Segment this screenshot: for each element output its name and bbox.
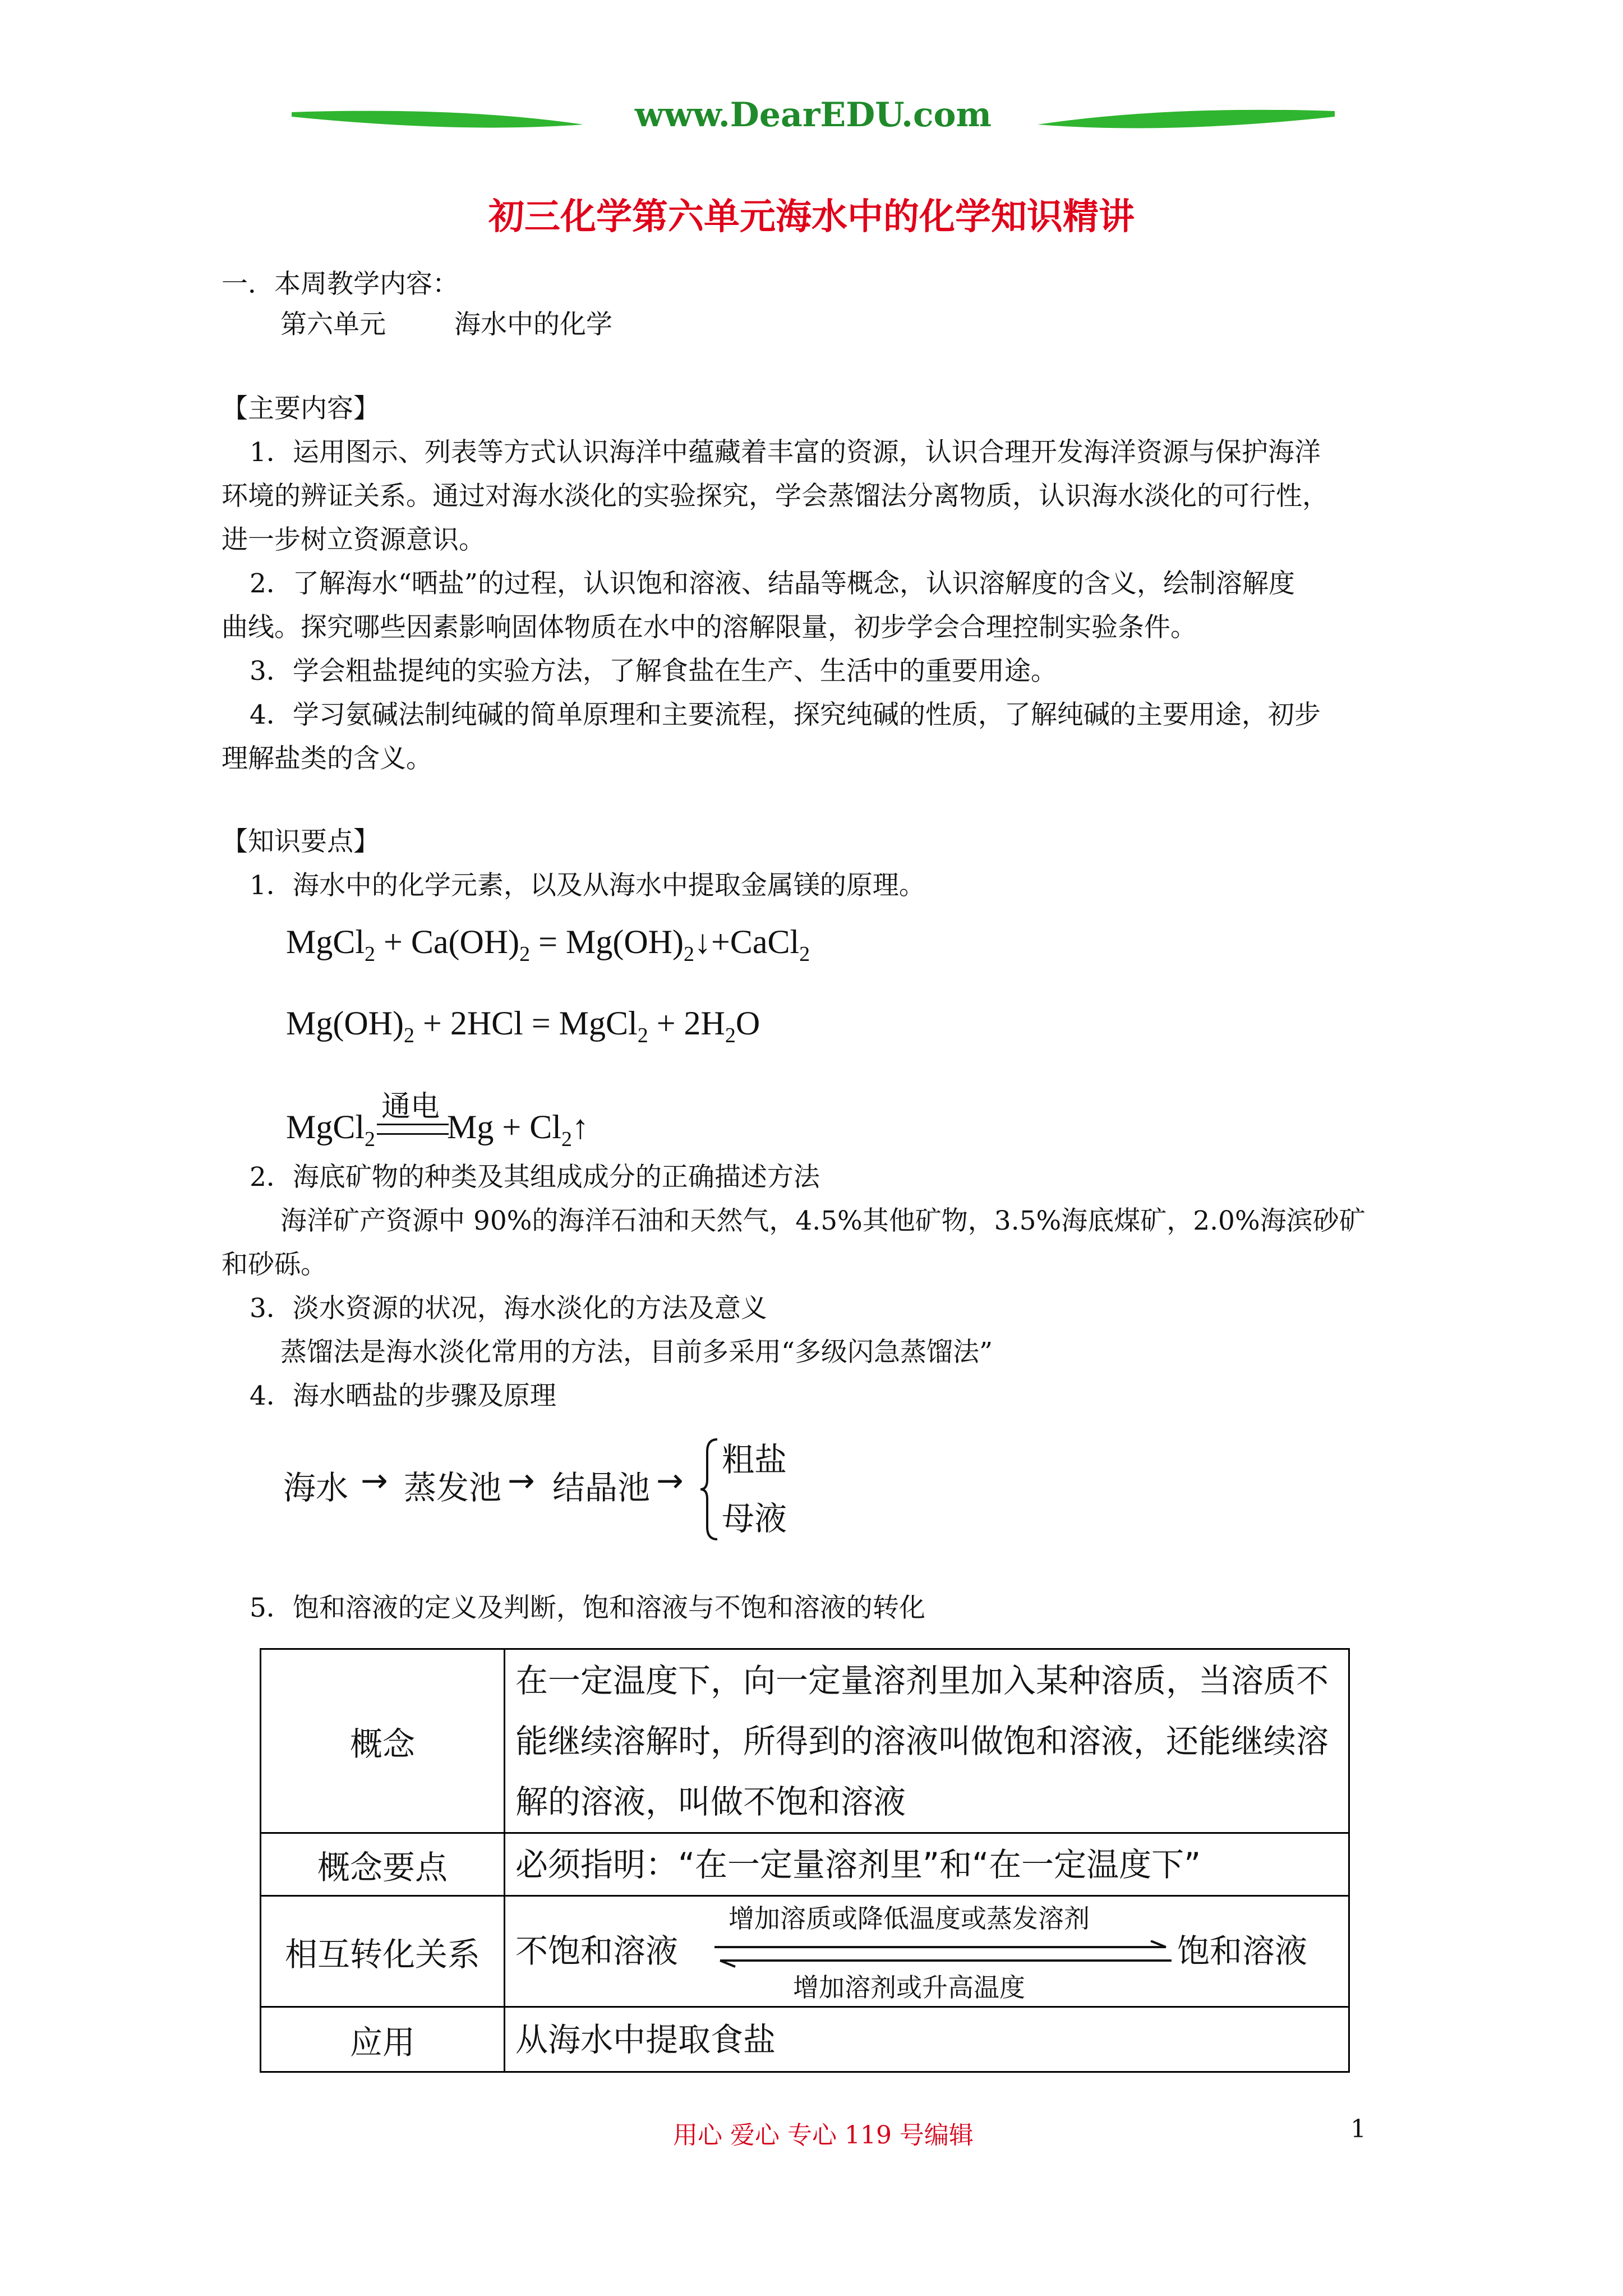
key-point-2-body: 海洋矿产资源中 90%的海洋石油和天然气，4.5%其他矿物，3.5%海底煤矿，2.0%海滨砂矿 和砂砾。 xyxy=(222,1205,1366,1280)
site-url[interactable]: www.DearEDU.com xyxy=(634,95,992,135)
flow-crystallization-pond: 结晶池 xyxy=(552,1469,651,1507)
saturated-solution-table xyxy=(260,1648,1350,2073)
row-content-conversion xyxy=(505,1896,1349,2007)
row-label-conversion: 相互转化关系 xyxy=(261,1896,505,2007)
row-label-concept: 概念 xyxy=(261,1649,505,1833)
arrow-right-icon: → xyxy=(508,1461,535,1499)
flow-evaporation-pond: 蒸发池 xyxy=(404,1469,502,1507)
section-heading: 一．本周教学内容： xyxy=(222,269,459,300)
equation-2: $Mg(OH)_2 + 2HCl$ = MgCl$_2$ + $2H_2O$ xyxy=(286,1005,760,1047)
key-point-1: 1．海水中的化学元素，以及从海水中提取金属镁的原理。 xyxy=(250,870,925,901)
table-row xyxy=(261,1833,1349,1896)
unit-label: 第六单元 xyxy=(280,309,386,340)
row-content-key-points: 必须指明：“在一定量溶剂里”和“在一定温度下” xyxy=(505,1833,1349,1896)
page-number: 1 xyxy=(1350,2115,1366,2143)
page-title: 初三化学第六单元海水中的化学知识精讲 xyxy=(488,196,1135,238)
arrow-right-icon: → xyxy=(361,1461,388,1499)
table-row xyxy=(261,1649,1349,1833)
arrow-right-icon: → xyxy=(656,1461,684,1499)
conversion-saturated: 饱和溶液 xyxy=(1177,1931,1308,1970)
key-point-5: 5．饱和溶液的定义及判断，饱和溶液与不饱和溶液的转化 xyxy=(250,1593,925,1623)
equation-condition: 通电 xyxy=(381,1090,440,1124)
key-points-heading: 【知识要点】 xyxy=(222,826,380,857)
conversion-top-condition: 增加溶质或降低温度或蒸发溶剂 xyxy=(728,1903,1090,1934)
unit-title: 海水中的化学 xyxy=(454,309,612,340)
main-item-3: 3．学会粗盐提纯的实验方法，了解食盐在生产、生活中的重要用途。 xyxy=(250,656,1057,687)
main-item-1: 1．运用图示、列表等方式认识海洋中蕴藏着丰富的资源，认识合理开发海洋资源与保护海洋 环境的辨证关系。通过对海水淡化的实验探究，学会蒸馏法分离物质，认识海水淡化的可行性， 进一步树立资源意识。 xyxy=(222,437,1329,555)
double-equals-sign xyxy=(377,1124,449,1135)
conversion-unsaturated: 不饱和溶液 xyxy=(515,1931,679,1970)
flow-mother-liquor: 母液 xyxy=(722,1499,787,1538)
main-item-4: 4．学习氨碱法制纯碱的简单原理和主要流程，探究纯碱的性质，了解纯碱的主要用途，初步 理解盐类的含义。 xyxy=(222,700,1321,774)
conversion-bottom-condition: 增加溶剂或升高温度 xyxy=(793,1972,1025,2003)
key-point-3: 3．淡水资源的状况，海水淡化的方法及意义 xyxy=(250,1293,767,1324)
brace-icon xyxy=(698,1436,721,1543)
row-label-application: 应用 xyxy=(261,2007,505,2072)
equation-3: MgCl$_2$ $Mg + Cl_2↑$ xyxy=(286,1108,589,1151)
main-content-heading: 【主要内容】 xyxy=(222,393,380,424)
row-label-key-points: 概念要点 xyxy=(261,1833,505,1896)
main-item-2: 2．了解海水“晒盐”的过程，认识饱和溶液、结晶等概念，认识溶解度的含义，绘制溶解度 曲线。探究哪些因素影响固体物质在水中的溶解限量，初步学会合理控制实验条件。 xyxy=(222,568,1295,643)
key-point-4: 4．海水晒盐的步骤及原理 xyxy=(250,1381,556,1411)
row-content-application: 从海水中提取食盐 xyxy=(505,2007,1349,2072)
equation-1: MgCl$_2$ + $Ca(OH)_2$ = $Mg(OH)_2↓+CaCl_2$ xyxy=(286,923,810,966)
key-point-3-body: 蒸馏法是海水淡化常用的方法，目前多采用“多级闪急蒸馏法” xyxy=(280,1337,993,1368)
row-content-concept: 在一定温度下，向一定量溶剂里加入某种溶质，当溶质不 能继续溶解时，所得到的溶液叫做饱和溶液，还能继续溶 解的溶液，叫做不饱和溶液 xyxy=(505,1649,1349,1833)
key-point-2: 2．海底矿物的种类及其组成成分的正确描述方法 xyxy=(250,1162,820,1193)
flow-seawater: 海水 xyxy=(283,1469,349,1507)
table-row xyxy=(261,1896,1349,2007)
footer-text: 用心 爱心 专心 119 号编辑 xyxy=(673,2121,974,2150)
flow-crude-salt: 粗盐 xyxy=(722,1441,787,1479)
header-logo xyxy=(292,90,1335,151)
salt-flow-diagram xyxy=(283,1436,844,1548)
